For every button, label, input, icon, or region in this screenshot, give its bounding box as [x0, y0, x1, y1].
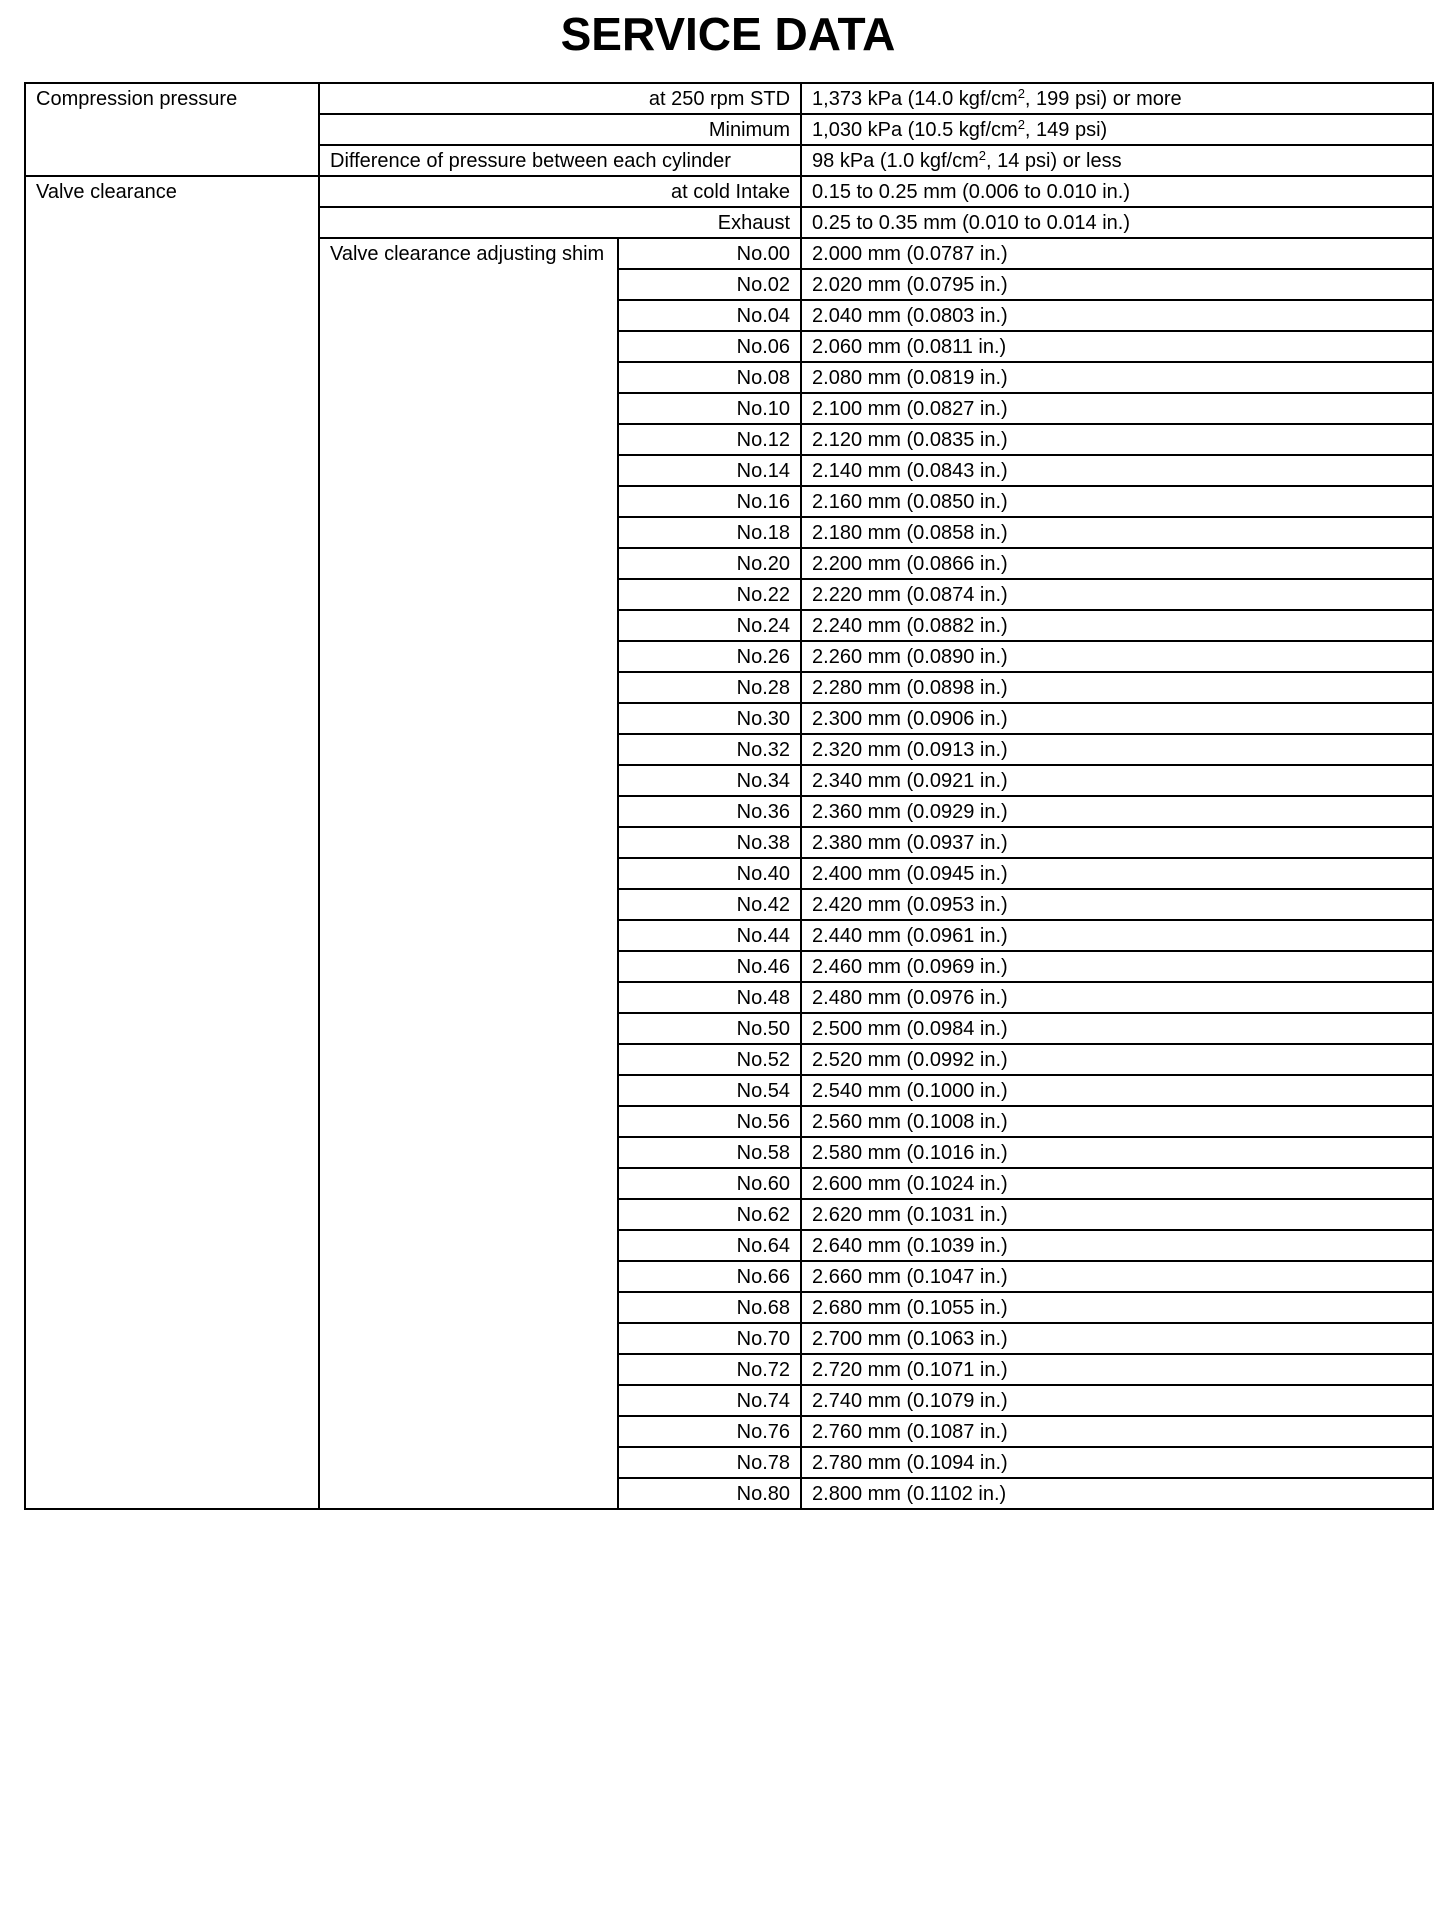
shim-number: No.04 [618, 300, 801, 331]
shim-number: No.44 [618, 920, 801, 951]
shim-number: No.70 [618, 1323, 801, 1354]
shim-thickness: 2.400 mm (0.0945 in.) [801, 858, 1433, 889]
shim-number: No.34 [618, 765, 801, 796]
shim-number: No.66 [618, 1261, 801, 1292]
shim-number: No.52 [618, 1044, 801, 1075]
shim-thickness: 2.100 mm (0.0827 in.) [801, 393, 1433, 424]
shim-number: No.00 [618, 238, 801, 269]
shim-number: No.76 [618, 1416, 801, 1447]
compression-condition: Minimum [319, 114, 801, 145]
page-title: SERVICE DATA [560, 8, 896, 60]
shim-thickness: 2.060 mm (0.0811 in.) [801, 331, 1433, 362]
shim-thickness: 2.160 mm (0.0850 in.) [801, 486, 1433, 517]
shim-thickness: 2.680 mm (0.1055 in.) [801, 1292, 1433, 1323]
shim-number: No.64 [618, 1230, 801, 1261]
shim-thickness: 2.580 mm (0.1016 in.) [801, 1137, 1433, 1168]
shim-thickness: 2.440 mm (0.0961 in.) [801, 920, 1433, 951]
shim-thickness: 2.240 mm (0.0882 in.) [801, 610, 1433, 641]
shim-thickness: 2.280 mm (0.0898 in.) [801, 672, 1433, 703]
shim-thickness: 2.320 mm (0.0913 in.) [801, 734, 1433, 765]
shim-number: No.40 [618, 858, 801, 889]
service-data-body [25, 83, 1433, 1509]
shim-number: No.56 [618, 1106, 801, 1137]
shim-number: No.68 [618, 1292, 801, 1323]
shim-thickness: 2.000 mm (0.0787 in.) [801, 238, 1433, 269]
shim-thickness: 2.720 mm (0.1071 in.) [801, 1354, 1433, 1385]
shim-number: No.12 [618, 424, 801, 455]
shim-thickness: 2.520 mm (0.0992 in.) [801, 1044, 1433, 1075]
shim-thickness: 2.300 mm (0.0906 in.) [801, 703, 1433, 734]
shim-number: No.24 [618, 610, 801, 641]
shim-number: No.20 [618, 548, 801, 579]
shim-number: No.80 [618, 1478, 801, 1509]
shim-thickness: 2.540 mm (0.1000 in.) [801, 1075, 1433, 1106]
shim-thickness: 2.460 mm (0.0969 in.) [801, 951, 1433, 982]
shim-thickness: 2.360 mm (0.0929 in.) [801, 796, 1433, 827]
shim-thickness: 2.780 mm (0.1094 in.) [801, 1447, 1433, 1478]
shim-thickness: 2.260 mm (0.0890 in.) [801, 641, 1433, 672]
shim-thickness: 2.200 mm (0.0866 in.) [801, 548, 1433, 579]
shim-number: No.30 [618, 703, 801, 734]
shim-number: No.16 [618, 486, 801, 517]
intake-condition: at cold Intake [319, 176, 801, 207]
compression-value: 1,030 kPa (10.5 kgf/$cm^2$, 149 psi) [801, 114, 1433, 145]
shim-thickness: 2.080 mm (0.0819 in.) [801, 362, 1433, 393]
shim-thickness: 2.760 mm (0.1087 in.) [801, 1416, 1433, 1447]
shim-label: Valve clearance adjusting shim [319, 238, 618, 1509]
shim-number: No.78 [618, 1447, 801, 1478]
shim-thickness: 2.340 mm (0.0921 in.) [801, 765, 1433, 796]
compression-value: 98 kPa (1.0 kgf/$cm^2$, 14 psi) or less [801, 145, 1433, 176]
shim-number: No.54 [618, 1075, 801, 1106]
exhaust-value: 0.25 to 0.35 mm (0.010 to 0.014 in.) [801, 207, 1433, 238]
table-row [25, 83, 1433, 114]
shim-number: No.14 [618, 455, 801, 486]
table-row [25, 176, 1433, 207]
compression-value: 1,373 kPa (14.0 kgf/$cm^2$, 199 psi) or more [801, 83, 1433, 114]
shim-thickness: 2.500 mm (0.0984 in.) [801, 1013, 1433, 1044]
shim-thickness: 2.020 mm (0.0795 in.) [801, 269, 1433, 300]
shim-number: No.74 [618, 1385, 801, 1416]
shim-number: No.18 [618, 517, 801, 548]
shim-number: No.50 [618, 1013, 801, 1044]
shim-number: No.22 [618, 579, 801, 610]
shim-number: No.36 [618, 796, 801, 827]
shim-thickness: 2.600 mm (0.1024 in.) [801, 1168, 1433, 1199]
shim-number: No.42 [618, 889, 801, 920]
shim-thickness: 2.120 mm (0.0835 in.) [801, 424, 1433, 455]
shim-number: No.10 [618, 393, 801, 424]
shim-number: No.60 [618, 1168, 801, 1199]
shim-thickness: 2.620 mm (0.1031 in.) [801, 1199, 1433, 1230]
shim-thickness: 2.380 mm (0.0937 in.) [801, 827, 1433, 858]
shim-thickness: 2.640 mm (0.1039 in.) [801, 1230, 1433, 1261]
shim-number: No.62 [618, 1199, 801, 1230]
shim-thickness: 2.180 mm (0.0858 in.) [801, 517, 1433, 548]
shim-number: No.46 [618, 951, 801, 982]
shim-number: No.02 [618, 269, 801, 300]
service-data-table [24, 82, 1434, 1510]
shim-thickness: 2.420 mm (0.0953 in.) [801, 889, 1433, 920]
shim-number: No.06 [618, 331, 801, 362]
compression-condition: at 250 rpm STD [319, 83, 801, 114]
shim-thickness: 2.560 mm (0.1008 in.) [801, 1106, 1433, 1137]
shim-thickness: 2.740 mm (0.1079 in.) [801, 1385, 1433, 1416]
shim-thickness: 2.480 mm (0.0976 in.) [801, 982, 1433, 1013]
shim-number: No.28 [618, 672, 801, 703]
compression-pressure-label: Compression pressure [25, 83, 319, 176]
shim-number: No.72 [618, 1354, 801, 1385]
shim-number: No.58 [618, 1137, 801, 1168]
shim-thickness: 2.700 mm (0.1063 in.) [801, 1323, 1433, 1354]
shim-number: No.32 [618, 734, 801, 765]
shim-thickness: 2.660 mm (0.1047 in.) [801, 1261, 1433, 1292]
compression-condition: Difference of pressure between each cylinder [319, 145, 801, 176]
shim-number: No.38 [618, 827, 801, 858]
shim-number: No.08 [618, 362, 801, 393]
valve-clearance-label: Valve clearance [25, 176, 319, 1509]
shim-thickness: 2.140 mm (0.0843 in.) [801, 455, 1433, 486]
shim-thickness: 2.040 mm (0.0803 in.) [801, 300, 1433, 331]
exhaust-condition: Exhaust [319, 207, 801, 238]
intake-value: 0.15 to 0.25 mm (0.006 to 0.010 in.) [801, 176, 1433, 207]
shim-thickness: 2.220 mm (0.0874 in.) [801, 579, 1433, 610]
shim-thickness: 2.800 mm (0.1102 in.) [801, 1478, 1433, 1509]
shim-number: No.26 [618, 641, 801, 672]
shim-number: No.48 [618, 982, 801, 1013]
